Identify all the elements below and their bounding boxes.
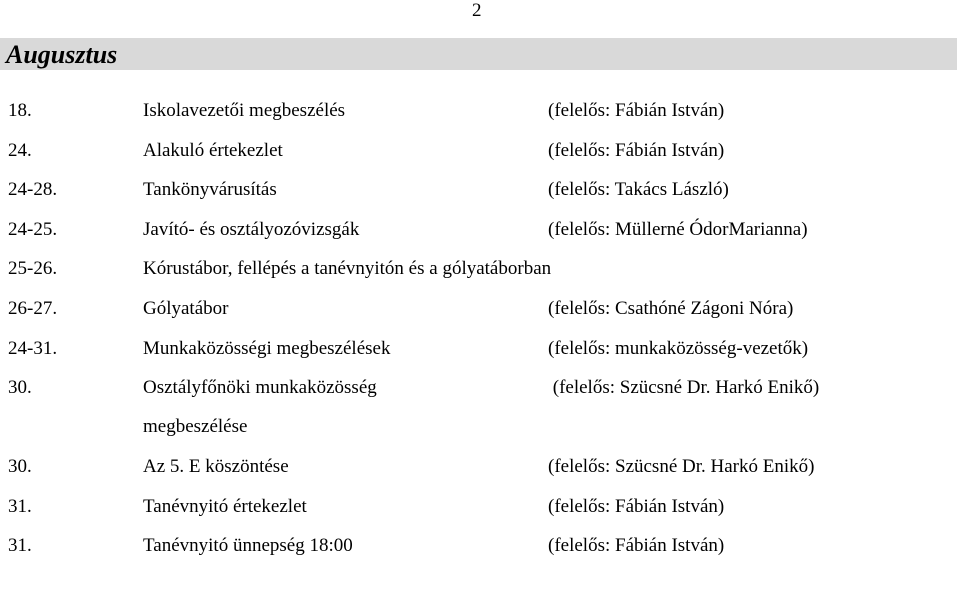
event-date: 26-27. — [8, 297, 58, 319]
event-title: Osztályfőnöki munkaközösség megbeszélése — [143, 377, 377, 438]
event-responsible: (felelős: Fábián István) — [548, 495, 725, 517]
schedule-row — [0, 215, 960, 255]
month-title: Augusztus — [6, 40, 118, 69]
event-date: 30. — [8, 456, 32, 478]
schedule-row — [0, 175, 960, 215]
schedule-row — [0, 96, 960, 136]
event-date: 30. — [8, 377, 32, 399]
event-date: 18. — [8, 100, 32, 121]
schedule-row — [0, 373, 960, 452]
event-date: 31. — [8, 495, 32, 517]
schedule-row — [0, 452, 960, 492]
event-responsible: (felelős: munkaközösség-vezetők) — [548, 337, 809, 359]
event-title: Munkaközösségi megbeszélések — [143, 337, 391, 359]
event-date: 24-28. — [8, 179, 58, 201]
event-title: Gólyatábor — [143, 297, 229, 319]
event-responsible: (felelős: Fábián István) — [548, 139, 725, 161]
event-date: 31. — [8, 535, 32, 557]
event-responsible: (felelős: Takács László) — [548, 179, 729, 201]
schedule-list — [0, 96, 960, 610]
event-date: 25-26. — [8, 258, 58, 280]
month-header-bar — [0, 38, 957, 70]
event-title: Alakuló értekezlet — [143, 139, 283, 161]
page-number: 2 — [472, 0, 482, 21]
schedule-row — [0, 531, 960, 610]
event-date: 24. — [8, 139, 32, 161]
event-date: 24-25. — [8, 218, 58, 240]
event-responsible: (felelős: Müllerné ÓdorMarianna) — [548, 218, 808, 240]
event-date: 24-31. — [8, 337, 58, 359]
event-title: Javító- és osztályozóvizsgák — [143, 218, 360, 240]
event-responsible: (felelős: Fábián István) — [548, 535, 725, 557]
event-responsible: (felelős: Szücsné Dr. Harkó Enikő) — [548, 456, 815, 478]
event-responsible: (felelős: Csathóné Zágoni Nóra) — [548, 297, 794, 319]
event-title: Tanévnyitó ünnepség 18:00 — [143, 535, 353, 557]
event-title: Tanévnyitó értekezlet — [143, 495, 307, 517]
schedule-row — [0, 254, 960, 294]
event-title: Tankönyvárusítás — [143, 179, 277, 201]
event-title: Iskolavezetői megbeszélés — [143, 100, 346, 121]
event-title: Az 5. E köszöntése — [143, 456, 289, 478]
schedule-row — [0, 294, 960, 334]
schedule-row — [0, 136, 960, 176]
event-responsible: (felelős: Fábián István) — [548, 100, 725, 121]
event-responsible: (felelős: Szücsné Dr. Harkó Enikő) — [548, 377, 820, 399]
event-title: Kórustábor, fellépés a tanévnyitón és a gólyatáborban — [143, 258, 552, 280]
